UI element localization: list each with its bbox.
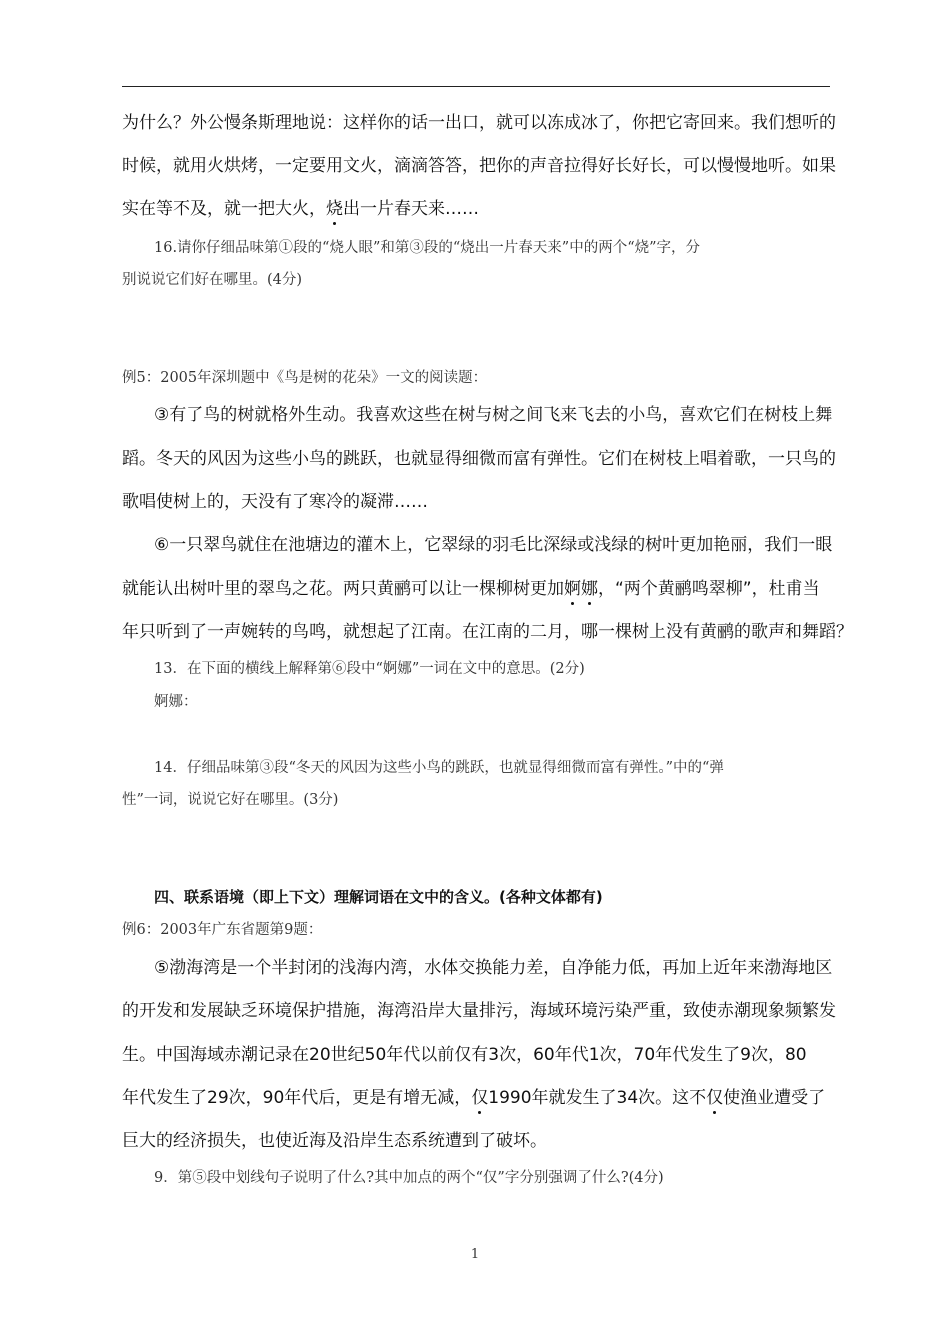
passage-line: ⑤渤海湾是一个半封闭的浅海内湾，水体交换能力差，自净能力低，再加上近年来渤海地区 [154,958,833,978]
dotted-char: 烧 [326,194,343,219]
example-5-title: 例5：2005年深圳题中《鸟是树的花朵》一文的阅读题： [122,370,488,386]
example-6-title: 例6：2003年广东省题第9题： [122,922,323,938]
question-16: 16.请你仔细品味第①段的“烧人眼”和第③段的“烧出一片春天来”中的两个“烧”字，分 [154,240,701,256]
passage-line [122,574,820,599]
passage-line: 的开发和发展缺乏环境保护措施，海湾沿岸大量排污，海域环境污染严重，致使赤潮现象频繁发 [122,1001,836,1021]
dotted-char: 仅 [471,1083,488,1108]
passage-line: ⑥一只翠鸟就住在池塘边的灌木上，它翠绿的羽毛比深绿或浅绿的树叶更加艳丽，我们一眼 [154,535,833,555]
question-16-cont: 别说说它们好在哪里。(4分) [122,272,303,288]
answer-label: 婀娜： [154,694,198,710]
passage-line: 巨大的经济损失，也使近海及沿岸生态系统遭到了破坏。 [122,1131,547,1151]
text-span: 实在等不及，就一把大火， [122,199,326,219]
dotted-char: 娜 [581,574,598,599]
passage-line [122,194,479,219]
dotted-char: 婀 [564,574,581,599]
question-9: 9．第⑤段中划线句子说明了什么?其中加点的两个“仅”字分别强调了什么?(4分) [154,1170,664,1186]
text-span: 就能认出树叶里的翠鸟之花。两只黄鹂可以让一棵柳树更加 [122,579,564,599]
passage-line: 为什么？外公慢条斯理地说：这样你的话一出口，就可以冻成冰了，你把它寄回来。我们想听的 [122,113,836,133]
question-13: 13．在下面的横线上解释第⑥段中“婀娜”一词在文中的意思。(2分) [154,661,585,677]
passage-line: ③有了鸟的树就格外生动。我喜欢这些在树与树之间飞来飞去的小鸟，喜欢它们在树枝上舞 [154,405,833,425]
text-span: 出一片春天来…… [343,199,479,219]
text-span: ，“两个黄鹂鸣翠柳”，杜甫当 [598,579,820,599]
passage-line: 年只听到了一声婉转的鸟鸣，就想起了江南。在江南的二月，哪一棵树上没有黄鹂的歌声和舞蹈？ [122,622,853,642]
passage-line: 生。中国海域赤潮记录在20世纪50年代以前仅有3次，60年代1次，70年代发生了9次，80 [122,1045,807,1065]
text-span: 年代发生了29次，90年代后，更是有增无减， [122,1088,472,1108]
passage-line: 蹈。冬天的风因为这些小鸟的跳跃，也就显得细微而富有弹性。它们在树枝上唱着歌，一只鸟的 [122,449,836,469]
question-14: 14．仔细品味第③段“冬天的风因为这些小鸟的跳跃，也就显得细微而富有弹性。”中的“弹 [154,760,724,776]
text-span: 使渔业遭受了 [723,1088,826,1108]
text-span: 1990年就发生了34次。这不 [488,1088,707,1108]
question-14-cont: 性”一词，说说它好在哪里。(3分) [122,792,339,808]
section-heading: 四、联系语境（即上下文）理解词语在文中的含义。(各种文体都有) [154,888,603,906]
header-rule [122,86,830,87]
dotted-char: 仅 [706,1083,723,1108]
passage-line: 歌唱使树上的，天没有了寒冷的凝滞…… [122,492,428,512]
passage-line: 时候，就用火烘烤，一定要用文火，滴滴答答，把你的声音拉得好长好长，可以慢慢地听。如果 [122,156,836,176]
page-number: 1 [470,1247,480,1262]
passage-line [122,1083,825,1108]
